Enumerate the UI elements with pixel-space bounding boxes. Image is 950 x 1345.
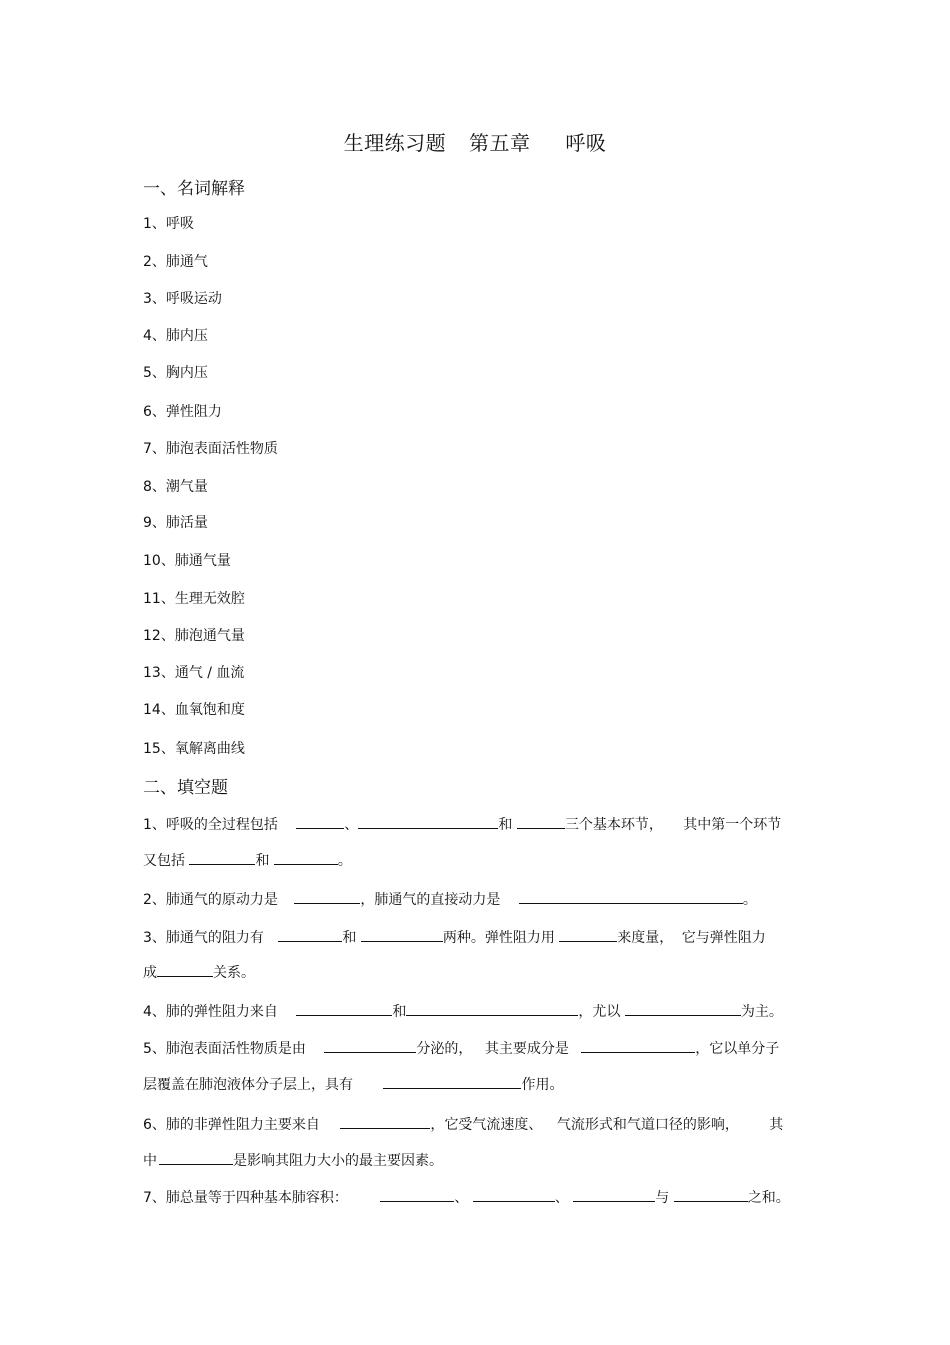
answer-blank[interactable] [358, 814, 498, 829]
title-part-2: 第五章 [469, 131, 531, 155]
answer-blank[interactable] [581, 1038, 695, 1053]
question-5-line-1: 5、肺泡表面活性物质是由 分泌的， 其主要成分是 ，它以单分子 [143, 1038, 779, 1058]
question-1-line-1: 1、呼吸的全过程包括 、 和 三个基本环节， 其中第一个环节 [143, 814, 781, 834]
answer-blank[interactable] [294, 889, 360, 904]
title-part-1: 生理练习题 [343, 131, 447, 155]
question-6-line-1: 6、肺的非弹性阻力主要来自 ，它受气流速度、 气流形式和气道口径的影响， 其 [143, 1114, 783, 1134]
answer-blank[interactable] [573, 1187, 655, 1202]
answer-blank[interactable] [380, 1187, 454, 1202]
answer-blank[interactable] [278, 927, 342, 942]
answer-blank[interactable] [519, 889, 743, 904]
answer-blank[interactable] [340, 1114, 430, 1129]
term-item: 14、血氧饱和度 [143, 702, 245, 718]
answer-blank[interactable] [383, 1074, 521, 1089]
answer-blank[interactable] [324, 1038, 416, 1053]
term-item: 9、肺活量 [143, 515, 208, 531]
term-item: 3、呼吸运动 [143, 291, 222, 307]
term-item: 13、通气 / 血流 [143, 665, 245, 681]
question-5-line-2: 层覆盖在肺泡液体分子层上，具有 作用。 [143, 1074, 563, 1094]
answer-blank[interactable] [406, 1001, 578, 1016]
answer-blank[interactable] [189, 850, 255, 865]
question-3-line-1: 3、肺通气的阻力有 和 两种。弹性阻力用 来度量， 它与弹性阻力 [143, 927, 766, 947]
answer-blank[interactable] [361, 927, 443, 942]
term-item: 6、弹性阻力 [143, 404, 222, 420]
term-item: 11、生理无效腔 [143, 591, 245, 607]
term-item: 15、氧解离曲线 [143, 741, 245, 757]
question-1-line-2: 又包括 和 。 [143, 850, 352, 870]
term-item: 2、肺通气 [143, 254, 208, 270]
answer-blank[interactable] [473, 1187, 555, 1202]
answer-blank[interactable] [159, 1150, 233, 1165]
term-item: 4、肺内压 [143, 328, 208, 344]
page-title [0, 127, 950, 156]
term-item: 1、呼吸 [143, 216, 194, 232]
answer-blank[interactable] [559, 927, 617, 942]
question-3-line-2: 成 关系。 [143, 962, 255, 982]
answer-blank[interactable] [274, 850, 338, 865]
answer-blank[interactable] [674, 1187, 748, 1202]
question-7: 7、肺总量等于四种基本肺容积： 、 、 与 之和。 [143, 1187, 790, 1207]
section-heading-definitions: 一、名词解释 [143, 179, 245, 199]
answer-blank[interactable] [296, 1001, 392, 1016]
term-item: 8、潮气量 [143, 479, 208, 495]
term-item: 7、肺泡表面活性物质 [143, 441, 278, 457]
section-heading-fill-blank: 二、填空题 [143, 778, 228, 798]
term-item: 12、肺泡通气量 [143, 628, 245, 644]
question-4: 4、肺的弹性阻力来自 和 ，尤以 为主。 [143, 1001, 783, 1021]
term-item: 5、胸内压 [143, 365, 208, 381]
answer-blank[interactable] [296, 814, 344, 829]
answer-blank[interactable] [157, 962, 213, 977]
term-item: 10、肺通气量 [143, 553, 231, 569]
question-2: 2、肺通气的原动力是 ，肺通气的直接动力是 。 [143, 889, 757, 909]
answer-blank[interactable] [625, 1001, 741, 1016]
answer-blank[interactable] [517, 814, 565, 829]
title-part-3: 呼吸 [565, 131, 607, 155]
question-6-line-2: 中 是影响其阻力大小的最主要因素。 [143, 1150, 443, 1170]
